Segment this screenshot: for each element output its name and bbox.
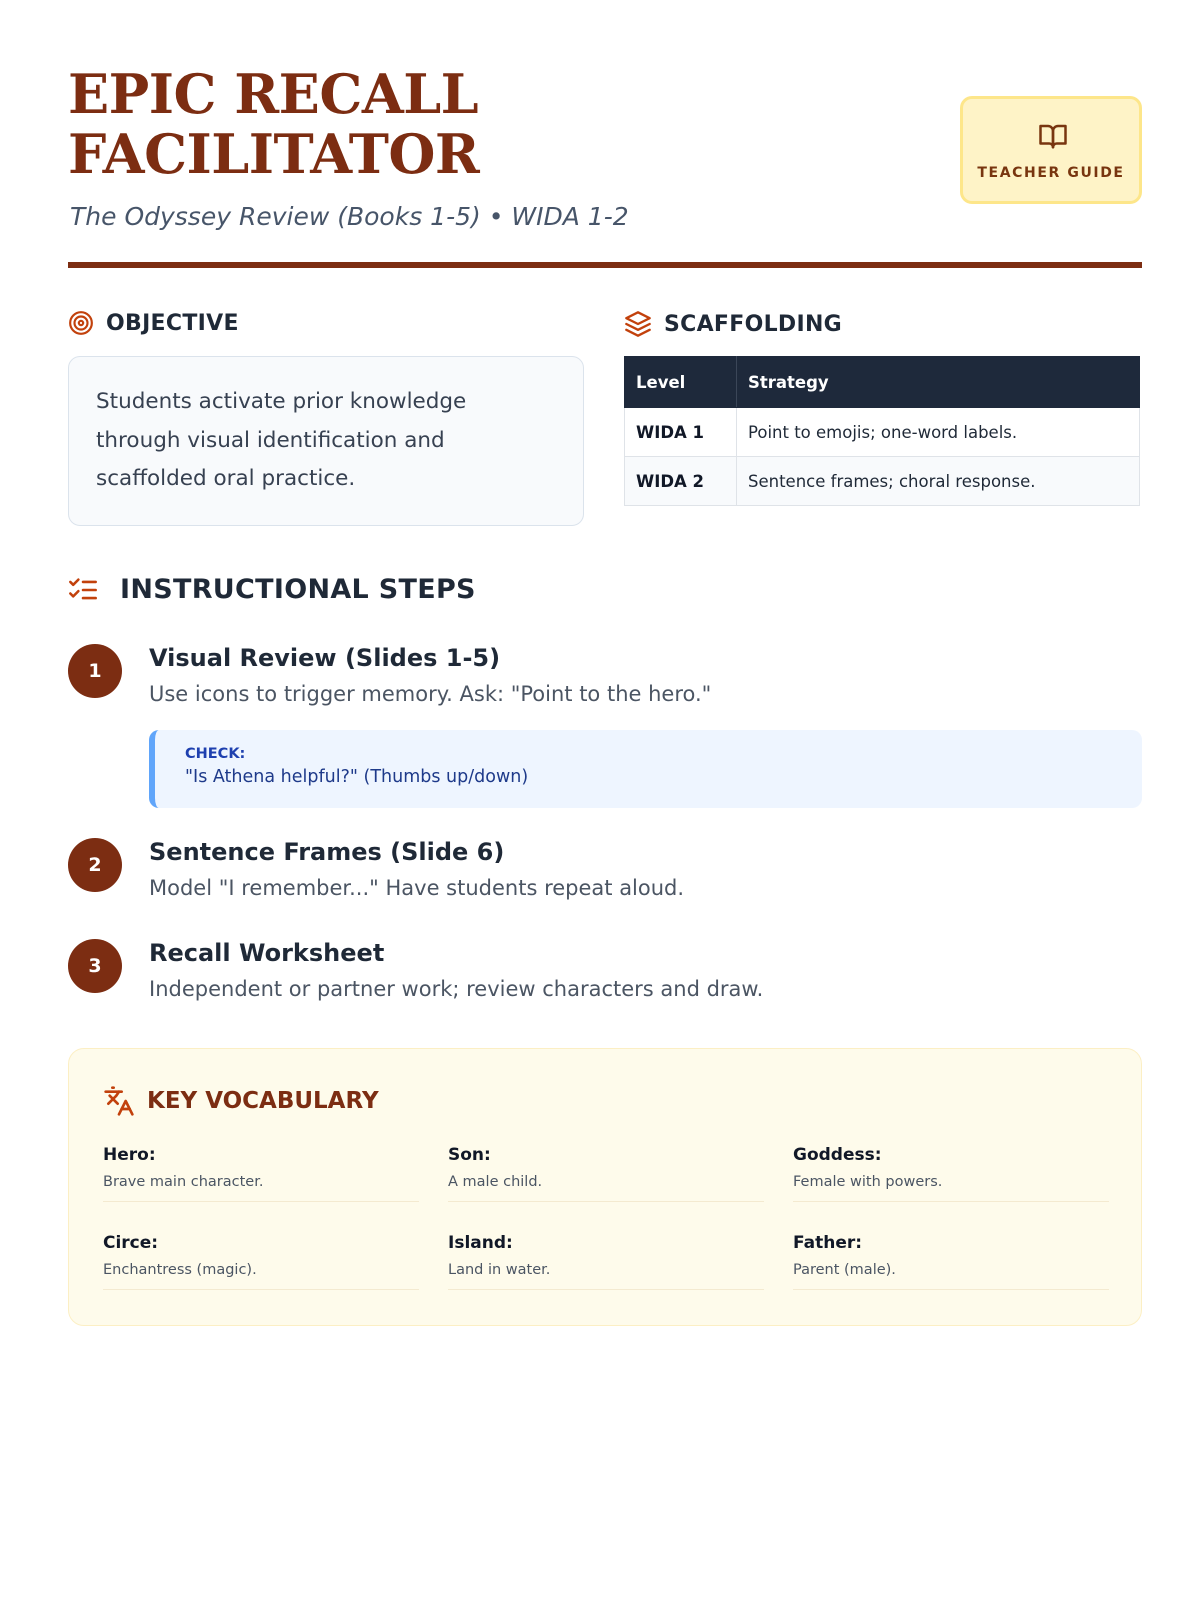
- step-number-badge: 3: [68, 939, 122, 993]
- step-description: Model "I remember..." Have students repeat aloud.: [149, 876, 685, 900]
- vocab-item: [793, 1233, 1109, 1290]
- objective-card: [68, 356, 584, 526]
- target-icon: [68, 310, 94, 336]
- step-description: Use icons to trigger memory. Ask: "Point to the hero.": [149, 682, 712, 706]
- steps-heading: [68, 574, 476, 605]
- table-header-row: [625, 357, 1140, 408]
- level-cell: WIDA 2: [625, 457, 737, 506]
- vocab-term: Island:: [448, 1233, 513, 1253]
- teacher-guide-badge: [960, 96, 1142, 204]
- vocab-definition: Land in water.: [448, 1262, 551, 1278]
- step-description: Independent or partner work; review characters and draw.: [149, 977, 764, 1001]
- check-label: CHECK:: [185, 746, 246, 762]
- book-open-icon: [1036, 121, 1070, 151]
- check-text: "Is Athena helpful?" (Thumbs up/down): [185, 767, 529, 787]
- vocab-term: Circe:: [103, 1233, 159, 1253]
- vocab-definition: Parent (male).: [793, 1262, 896, 1278]
- vocab-term: Son:: [448, 1145, 491, 1165]
- vocabulary-card: [68, 1048, 1142, 1326]
- column-header-strategy: Strategy: [737, 357, 1140, 408]
- step-number-badge: 1: [68, 644, 122, 698]
- teacher-guide-label: TEACHER GUIDE: [977, 165, 1125, 181]
- scaffolding-heading: [624, 310, 842, 338]
- step-title: Sentence Frames (Slide 6): [149, 838, 505, 866]
- vocab-term: Father:: [793, 1233, 863, 1253]
- vocabulary-heading-label: KEY VOCABULARY: [147, 1088, 379, 1114]
- step-title: Recall Worksheet: [149, 939, 385, 967]
- title-line-1: EPIC RECALL: [68, 62, 479, 126]
- checklist-icon: [68, 576, 98, 604]
- vocab-item: [448, 1145, 764, 1202]
- step-number-badge: 2: [68, 838, 122, 892]
- page-title: [68, 64, 479, 184]
- vocab-item: [793, 1145, 1109, 1202]
- layers-icon: [624, 310, 652, 338]
- check-callout: [149, 730, 1142, 808]
- strategy-cell: Point to emojis; one-word labels.: [737, 408, 1140, 457]
- vocab-term: Hero:: [103, 1145, 156, 1165]
- level-cell: WIDA 1: [625, 408, 737, 457]
- vocab-item: [103, 1233, 419, 1290]
- vocab-item: [448, 1233, 764, 1290]
- vocab-definition: Brave main character.: [103, 1174, 264, 1190]
- column-header-level: Level: [625, 357, 737, 408]
- vocab-definition: Enchantress (magic).: [103, 1262, 257, 1278]
- vocab-term: Goddess:: [793, 1145, 882, 1165]
- objective-heading: [68, 310, 239, 336]
- table-row: [625, 408, 1140, 457]
- strategy-cell: Sentence frames; choral response.: [737, 457, 1140, 506]
- table-row: [625, 457, 1140, 506]
- scaffolding-heading-label: SCAFFOLDING: [664, 311, 843, 337]
- translate-icon: [103, 1085, 135, 1117]
- objective-heading-label: OBJECTIVE: [106, 310, 239, 336]
- vocabulary-heading: [103, 1085, 379, 1117]
- page-subtitle: The Odyssey Review (Books 1-5) • WIDA 1-2: [70, 202, 629, 231]
- vocab-definition: Female with powers.: [793, 1174, 943, 1190]
- steps-heading-label: INSTRUCTIONAL STEPS: [120, 574, 476, 605]
- vocab-definition: A male child.: [448, 1174, 543, 1190]
- header-divider: [68, 262, 1142, 268]
- objective-text: Students activate prior knowledge through visual identification and scaffolded oral practice.: [96, 389, 467, 491]
- title-line-2: FACILITATOR: [68, 122, 480, 186]
- scaffolding-table: [624, 356, 1140, 506]
- vocab-item: [103, 1145, 419, 1202]
- step-title: Visual Review (Slides 1-5): [149, 644, 501, 672]
